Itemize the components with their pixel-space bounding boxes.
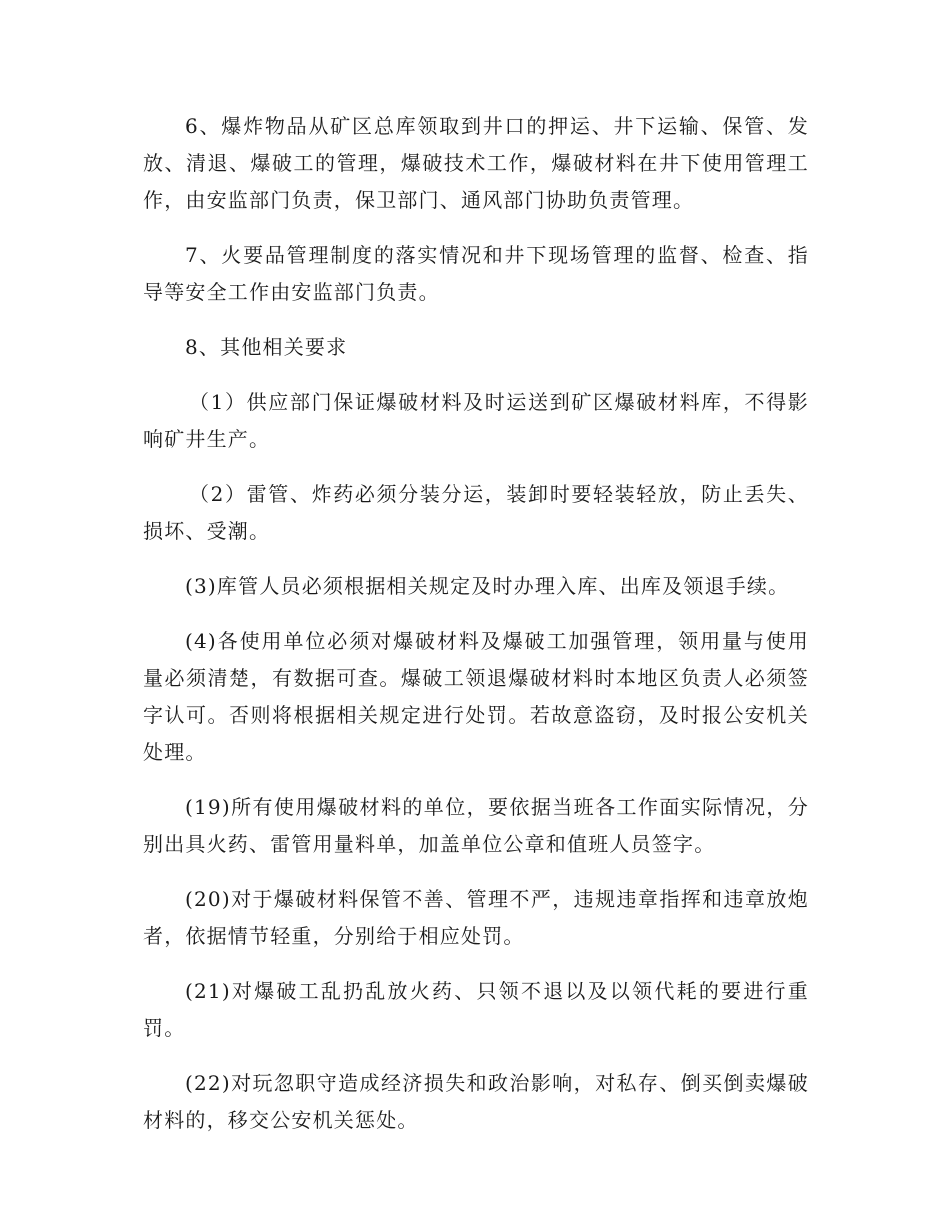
document-body xyxy=(143,108,809,1157)
paragraph-subitem-19: (19)所有使用爆破材料的单位，要依据当班各工作面实际情况，分别出具火药、雷管用量料单，加盖单位公章和值班人员签字。 xyxy=(143,795,809,856)
paragraph-item-7: 7、火要品管理制度的落实情况和井下现场管理的监督、检查、指导等安全工作由安监部门负责。 xyxy=(143,243,809,304)
paragraph-subitem-22: (22)对玩忽职守造成经济损失和政治影响，对私存、倒买倒卖爆破材料的，移交公安机关惩处。 xyxy=(143,1071,809,1132)
paragraph-subitem-3: (3)库管人员必须根据相关规定及时办理入库、出库及领退手续。 xyxy=(185,574,790,598)
paragraph-subitem-4: (4)各使用单位必须对爆破材料及爆破工加强管理，领用量与使用量必须清楚，有数据可查。爆破工领退爆破材料时本地区负责人必须签字认可。否则将根据相关规定进行处罚。若故意盗窃，及时报公安机关处理。 xyxy=(143,629,809,764)
paragraph-subitem-20: (20)对于爆破材料保管不善、管理不严，违规违章指挥和违章放炮者，依据情节轻重，分别给于相应处罚。 xyxy=(143,887,809,948)
paragraph-item-6: 6、爆炸物品从矿区总库领取到井口的押运、井下运输、保管、发放、清退、爆破工的管理，爆破技术工作，爆破材料在井下使用管理工作，由安监部门负责，保卫部门、通风部门协助负责管理。 xyxy=(143,114,809,212)
paragraph-subitem-1: （1）供应部门保证爆破材料及时运送到矿区爆破材料库，不得影响矿井生产。 xyxy=(143,390,809,451)
paragraph-subitem-2: （2）雷管、炸药必须分装分运，装卸时要轻装轻放，防止丢失、损坏、受潮。 xyxy=(143,482,809,543)
paragraph-item-8-heading: 8、其他相关要求 xyxy=(185,335,348,359)
paragraph-subitem-21: (21)对爆破工乱扔乱放火药、只领不退以及以领代耗的要进行重罚。 xyxy=(143,979,809,1040)
